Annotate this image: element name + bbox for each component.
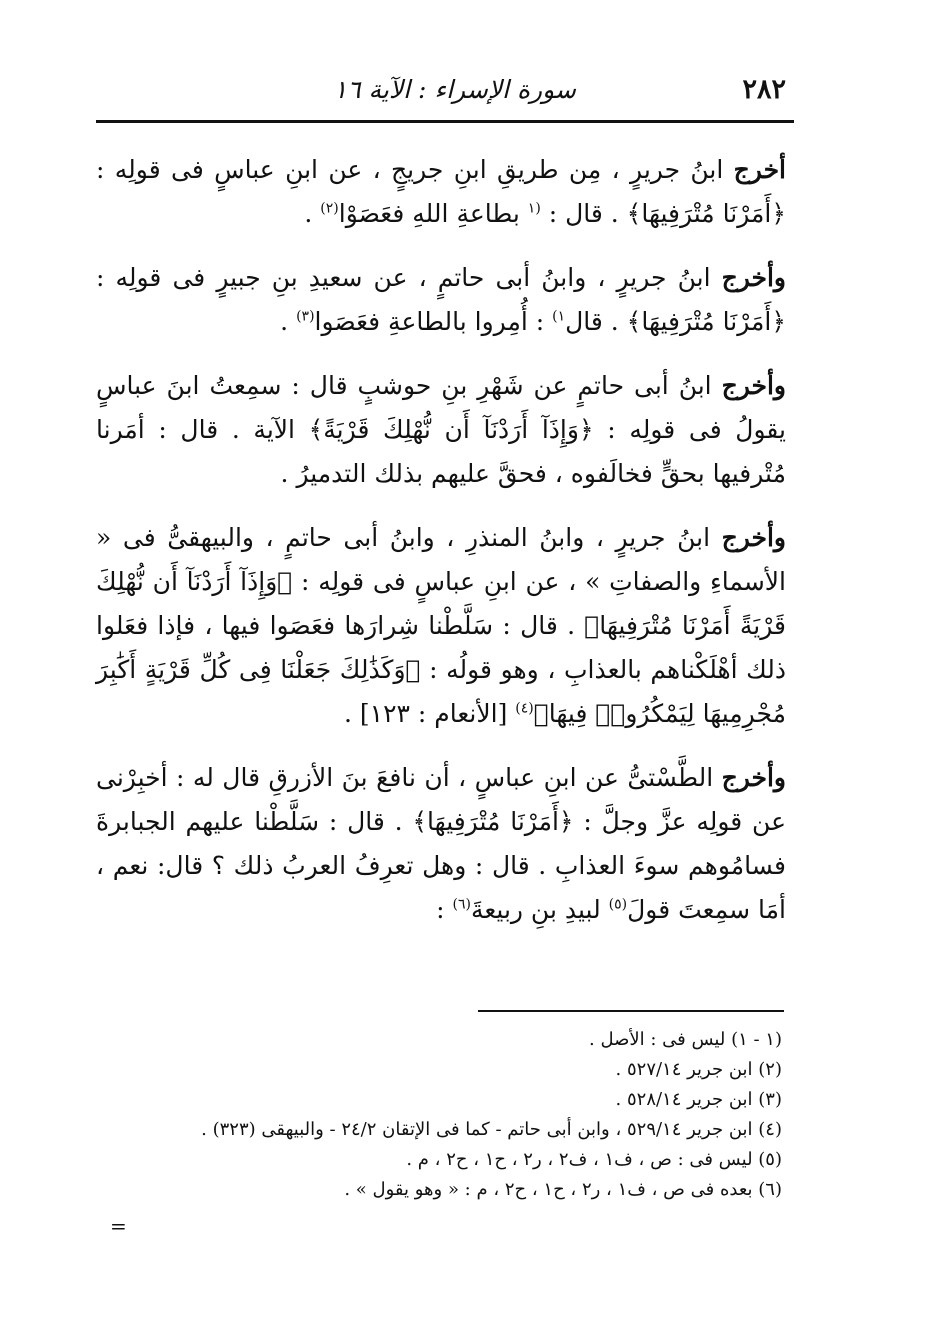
paragraph-5 [96,756,786,932]
paragraph-1 [96,148,786,236]
header-divider [96,120,794,123]
paragraph-text: [الأنعام : ١٢٣] . [344,699,516,728]
footnotes [150,1025,782,1205]
paragraph-text: ابنُ جريرٍ ، وابنُ أبى حاتمٍ ، عن سعيدِ بنِ جبيرٍ فى قولِه : ﴿أَمَرْنَا مُتْرَفِيهَا﴾ . قال [96,263,786,336]
paragraph-text: ابنُ أبى حاتمٍ عن شَهْرِ بنِ حوشبٍ قال : سمِعتُ ابنَ عباسٍ يقولُ فى قولِه : ﴿وَإِذَآ أَرَدْنَآ أَن نُّهْلِكَ قَرْيَةً﴾ الآية . قال : أمَرنا مُتْرفيها بحقٍّ فخالَفوه ، فحقَّ عليهم بذلك التدميرُ . [96,371,786,488]
footnote-ref: ١) [552,308,566,325]
paragraph-text: ابنُ جريرٍ ، مِن طريقِ ابنِ جريجٍ ، عن ابنِ عباسٍ فى قولِه : ﴿أَمَرْنَا مُتْرَفِيهَا﴾ . قال : [96,155,786,228]
footnote-ref: (٥) [608,896,628,913]
running-title: سورة الإسراء : الآية ١٦ [333,75,576,104]
paragraph-text: . [280,307,297,336]
footnote-ref: (٣) [296,308,315,325]
footnote-divider [478,1010,784,1012]
paragraph-lead: وأخرج [721,371,786,400]
running-header [96,70,786,114]
footnote-6: (٦) بعده فى ص ، ف١ ، ر٢ ، ح١ ، ح٢ ، م : « وهو يقول » . [344,1179,782,1200]
paragraph-4 [96,516,786,736]
paragraph-2 [96,256,786,344]
footnote-5: (٥) ليس فى : ص ، ف١ ، ف٢ ، ر٢ ، ح١ ، ح٢ ، م . [406,1149,782,1170]
footnote-ref: (٦) [452,896,471,913]
continuation-mark: = [110,1214,127,1238]
footnote-2: (٢) ابن جرير ٥٢٧/١٤ . [615,1059,782,1080]
paragraph-lead: وأخرج [721,763,786,792]
paragraph-text: : أُمِروا بالطاعةِ فعَصَوا [314,307,553,336]
paragraph-lead: وأخرج [721,263,786,292]
footnote-ref: (٤) [515,700,534,717]
paragraph-text: الطَّسْتىُّ عن ابنِ عباسٍ ، أن نافعَ بنَ الأزرقِ قال له : أخبِرْنى عن قولِه عزَّ وجلَّ : ﴿أَمَرْنَا مُتْرَفِيهَا﴾ . قال : سَلَّطْنا عليهم الجبابرةَ فسامُوهم سوءَ العذابِ . قال : وهل تعرِفُ العربُ ذلك ؟ قال: نعم ، أمَا سمِعتَ قولَ [96,763,786,924]
footnote-1: (١ - ١) ليس فى : الأصل . [589,1029,782,1050]
paragraph-lead: أخرج [733,155,786,184]
paragraph-text: : [436,895,453,924]
main-text [96,148,786,952]
paragraph-lead: وأخرج [721,523,786,552]
paragraph-text: ابنُ جريرٍ ، وابنُ المنذرِ ، وابنُ أبى حاتمٍ ، والبيهقىُّ فى « الأسماءِ والصفاتِ » ، عن ابنِ عباسٍ فى قولِه : ﴿وَإِذَآ أَرَدْنَآ أَن نُّهْلِكَ قَرْيَةً أَمَرْنَا مُتْرَفِيهَا﴾ . قال : سَلَّطْنا شِرارَها فعَصَوا فيها ، فإذا فعَلوا ذلك أهْلَكْناهم بالعذابِ ، وهو قولُه : ﴿وَكَذَٰلِكَ جَعَلْنَا فِى كُلِّ قَرْيَةٍ أَكَٰبِرَ مُجْرِمِيهَا لِيَمْكُرُوا۟ فِيهَا﴾ [96,523,786,728]
footnote-ref: (٢) [320,200,339,217]
page-number: ٢٨٢ [742,74,786,105]
footnote-4: (٤) ابن جرير ٥٢٩/١٤ ، وابن أبى حاتم - كما فى الإتقان ٢٤/٢ - والبيهقى (٣٢٣) . [201,1119,782,1140]
footnote-3: (٣) ابن جرير ٥٢٨/١٤ . [615,1089,782,1110]
paragraph-text: . [304,199,321,228]
paragraph-text: بطاعةِ اللهِ فعَصَوْا [338,199,528,228]
paragraph-3 [96,364,786,496]
footnote-ref: (١ [527,200,541,217]
paragraph-text: لبيدِ بنِ ربيعةَ [470,895,609,924]
